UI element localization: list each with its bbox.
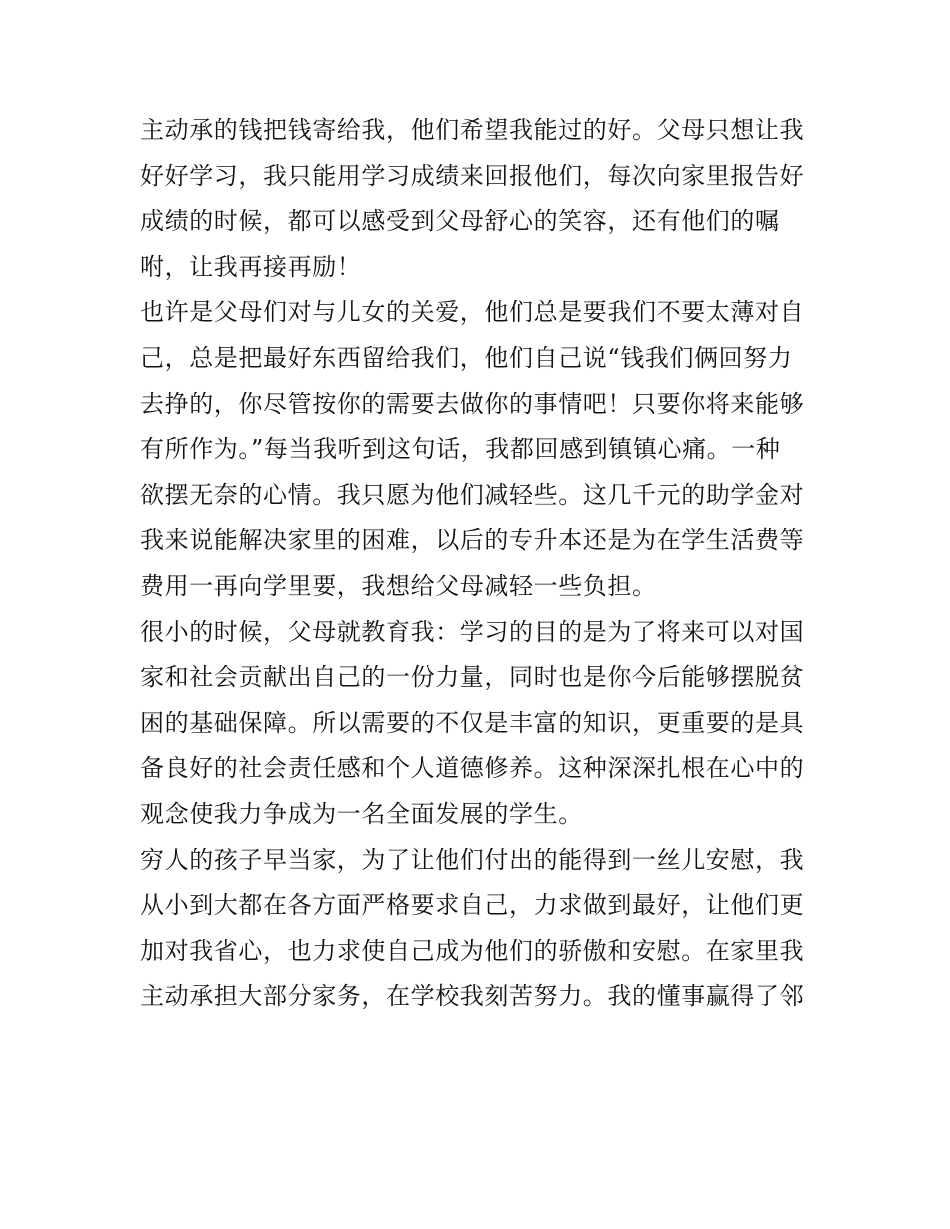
text-line: 好好学习，我只能用学习成绩来回报他们，每次向家里报告好 — [140, 161, 805, 190]
text-line: 很小的时候，父母就教育我：学习的目的是为了将来可以对国 — [140, 617, 805, 646]
text-line: 有所作为。”每当我听到这句话，我都回感到镇镇心痛。一种 — [140, 435, 781, 464]
document-body — [140, 108, 820, 1020]
text-line: 观念使我力争成为一名全面发展的学生。 — [140, 799, 583, 828]
text-line: 咐，让我再接再励！ — [140, 252, 362, 281]
text-line: 穷人的孩子早当家，为了让他们付出的能得到一丝儿安慰，我 — [140, 845, 805, 874]
text-line: 去挣的，你尽管按你的需要去做你的事情吧！只要你将来能够 — [140, 389, 805, 418]
text-line: 欲摆无奈的心情。我只愿为他们减轻些。这几千元的助学金对 — [140, 480, 805, 509]
text-line: 困的基础保障。所以需要的不仅是丰富的知识，更重要的是具 — [140, 708, 805, 737]
text-line: 成绩的时候，都可以感受到父母舒心的笑容，还有他们的嘱 — [140, 207, 780, 236]
text-line: 从小到大都在各方面严格要求自己，力求做到最好，让他们更 — [140, 891, 805, 920]
text-line: 主动承的钱把钱寄给我，他们希望我能过的好。父母只想让我 — [140, 116, 805, 144]
text-line: 家和社会贡献出自己的一份力量，同时也是你今后能够摆脱贫 — [140, 663, 805, 692]
text-line: 我来说能解决家里的困难，以后的专升本还是为在学生活费等 — [140, 526, 805, 555]
text-line: 备良好的社会责任感和个人道德修养。这种深深扎根在心中的 — [140, 754, 805, 783]
text-line: 己，总是把最好东西留给我们，他们自己说“钱我们俩回努力 — [140, 343, 793, 372]
text-line: 主动承担大部分家务，在学校我刻苦努力。我的懂事赢得了邻 — [140, 982, 805, 1011]
text-line: 加对我省心，也力求使自己成为他们的骄傲和安慰。在家里我 — [140, 936, 805, 965]
text-line: 也许是父母们对与儿女的关爱，他们总是要我们不要太薄对自 — [140, 298, 805, 327]
text-line: 费用一再向学里要，我想给父母减轻一些负担。 — [140, 571, 657, 600]
